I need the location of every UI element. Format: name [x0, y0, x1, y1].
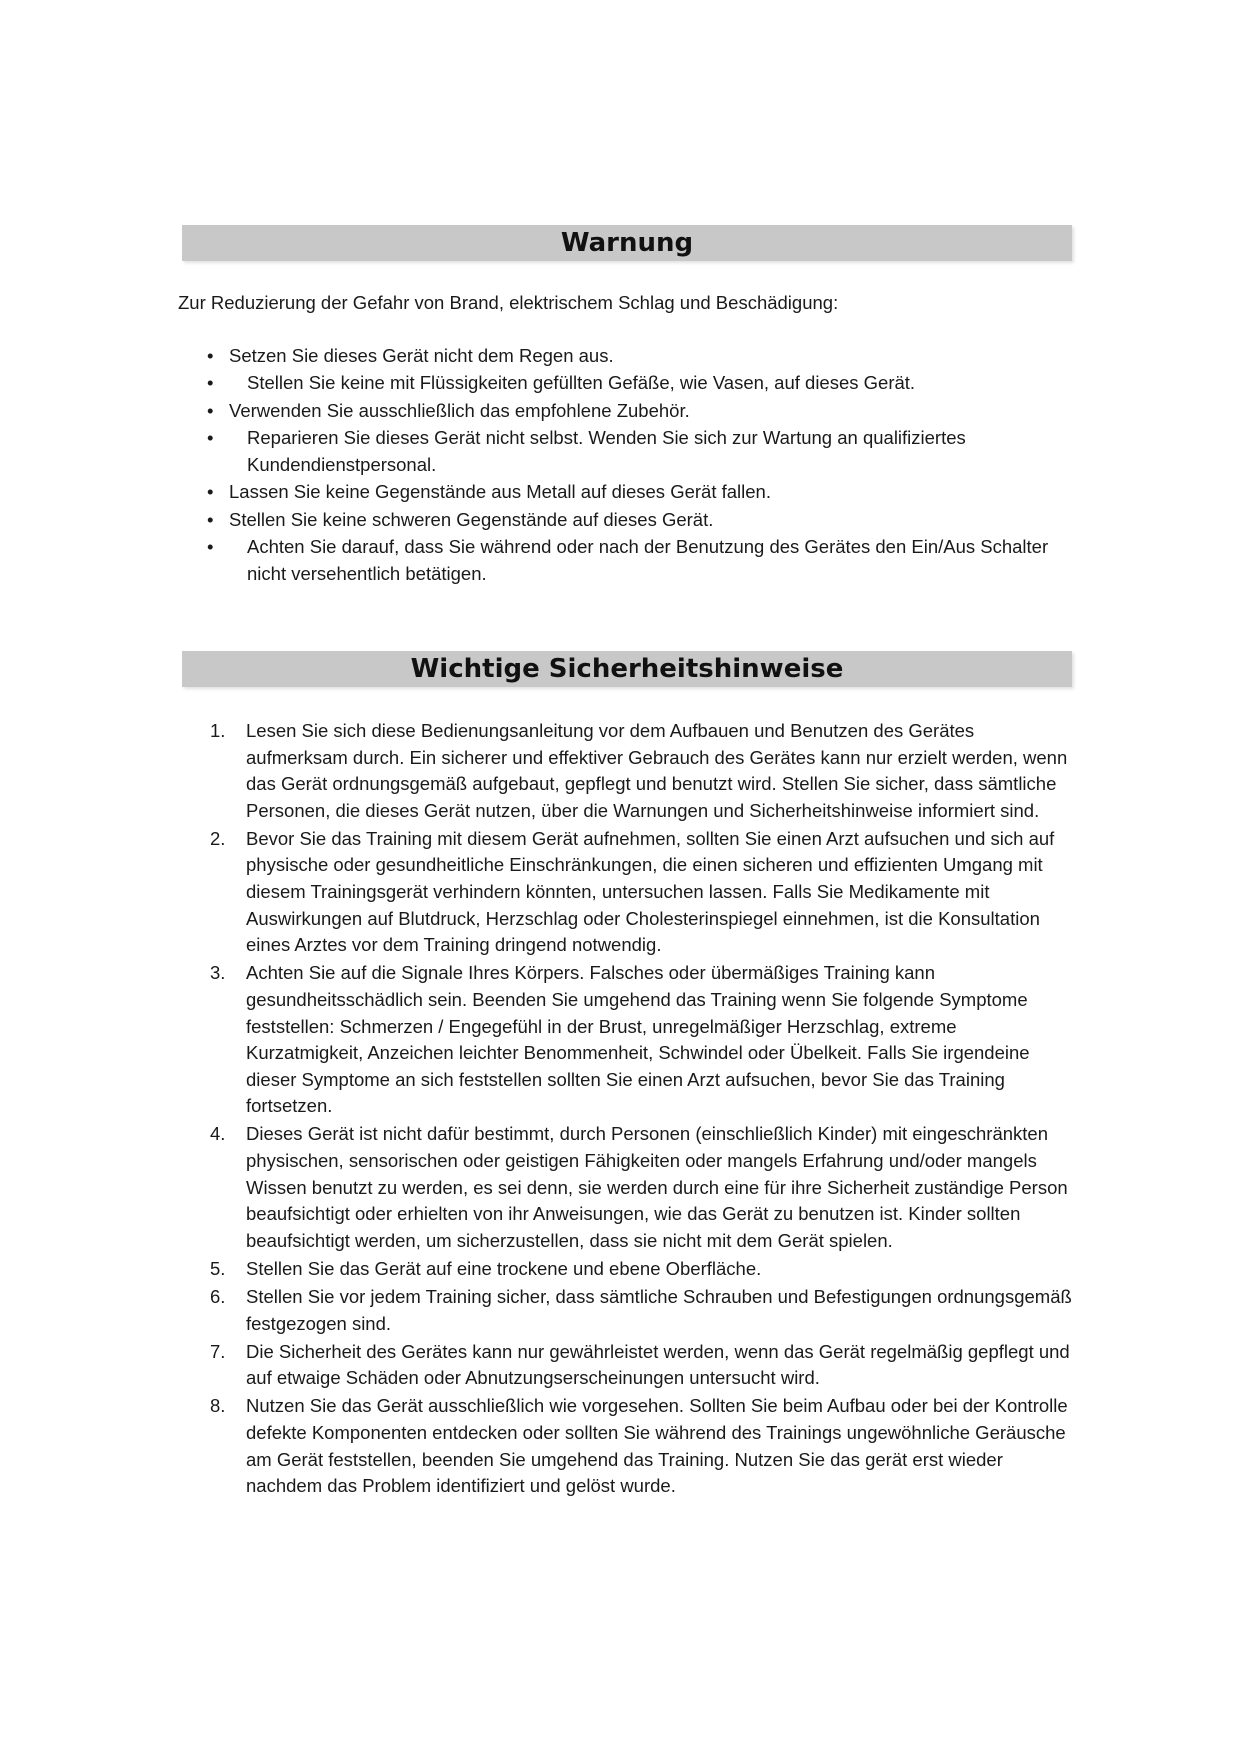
safety-item	[205, 1339, 1075, 1392]
safety-item	[205, 1393, 1075, 1499]
bullet-icon: •	[207, 345, 214, 366]
warning-item	[205, 506, 1065, 533]
warning-item-text: Setzen Sie dieses Gerät nicht dem Regen aus.	[229, 345, 614, 366]
safety-item-text: Achten Sie auf die Signale Ihres Körpers. Falsches oder übermäßiges Training kann gesundheitsschädlich sein. Beenden Sie umgehend das Training wenn Sie folgende Symptome feststellen: Schmerzen / Engegefühl in der Brust, unregelmäßiger Herzschlag, extreme Kurzatmigkeit, Anzeichen leichter Benommenheit, Schwindel oder Übelkeit. Falls Sie irgendeine dieser Symptome an sich feststellen sollten Sie einen Arzt aufsuchen, bevor Sie das Training fortsetzen.	[246, 962, 1030, 1117]
bullet-icon: •	[207, 399, 214, 421]
warning-item-text: Verwenden Sie ausschließlich das empfohlene Zubehör.	[229, 399, 690, 421]
safety-item-text: Die Sicherheit des Gerätes kann nur gewährleistet werden, wenn das Gerät regelmäßig gepflegt und auf etwaige Schäden oder Abnutzungserscheinungen untersucht wird.	[246, 1340, 1070, 1389]
warning-item	[205, 478, 1065, 505]
warning-item-text: Reparieren Sie dieses Gerät nicht selbst. Wenden Sie sich zur Wartung an qualifiziertes Kundendienstpersonal.	[247, 426, 966, 476]
warning-item	[205, 424, 1065, 479]
safety-item-text: Lesen Sie sich diese Bedienungsanleitung vor dem Aufbauen und Benutzen des Gerätes aufmerksam durch. Ein sicherer und effektiver Gebrauch des Gerätes kann nur erzielt werden, wenn das Gerät ordnungsgemäß aufgebaut, gepflegt und benutzt wird. Stellen Sie sicher, dass sämtliche Personen, die dieses Gerät nutzen, über die Warnungen und Sicherheitshinweise informiert sind.	[246, 720, 1068, 821]
bullet-icon: •	[207, 426, 214, 448]
safety-list	[205, 718, 1075, 1501]
warning-item	[205, 397, 1065, 424]
warning-list	[205, 342, 1065, 588]
warning-item-text: Stellen Sie keine schweren Gegenstände auf dieses Gerät.	[229, 508, 714, 530]
warning-heading-bar	[182, 225, 1072, 261]
warning-item-text: Stellen Sie keine mit Flüssigkeiten gefüllten Gefäße, wie Vasen, auf dieses Gerät.	[247, 372, 916, 394]
safety-item-text: Bevor Sie das Training mit diesem Gerät aufnehmen, sollten Sie einen Arzt aufsuchen und sich auf physische oder gesundheitliche Einschränkungen, die einen sicheren und effizienten Umgang mit diesem Trainingsgerät verhindern könnten, untersuchen lassen. Falls Sie Medikamente mit Auswirkungen auf Blutdruck, Herzschlag oder Cholesterinspiegel einnehmen, ist die Konsultation eines Arztes vor dem Training dringend notwendig.	[246, 827, 1055, 956]
safety-item-text: Nutzen Sie das Gerät ausschließlich wie vorgesehen. Sollten Sie beim Aufbau oder bei der Kontrolle defekte Komponenten entdecken oder sollten Sie während des Trainings ungewöhnliche Geräusche am Gerät feststellen, beenden Sie umgehend das Training. Nutzen Sie das gerät erst wieder nachdem das Problem identifiziert und gelöst wurde.	[246, 1395, 1068, 1497]
safety-item-number: 5.	[210, 1257, 226, 1279]
warning-item	[205, 533, 1065, 588]
warning-intro: Zur Reduzierung der Gefahr von Brand, elektrischem Schlag und Beschädigung:	[178, 292, 839, 313]
warning-heading: Warnung	[560, 228, 694, 258]
safety-heading: Wichtige Sicherheitshinweise	[410, 654, 844, 684]
safety-item	[205, 826, 1075, 959]
safety-heading-bar	[182, 651, 1072, 687]
safety-item	[205, 1121, 1075, 1254]
bullet-icon: •	[207, 536, 214, 558]
safety-item-number: 1.	[210, 720, 226, 741]
safety-item-text: Stellen Sie vor jedem Training sicher, dass sämtliche Schrauben und Befestigungen ordnungsgemäß festgezogen sind.	[246, 1285, 1072, 1334]
safety-item-number: 6.	[210, 1285, 226, 1307]
safety-item-text: Dieses Gerät ist nicht dafür bestimmt, durch Personen (einschließlich Kinder) mit eingeschränkten physischen, sensorischen oder geistigen Fähigkeiten oder mangels Erfahrung und/oder mangels Wissen benutzt zu werden, es sei denn, sie werden durch eine für ihre Sicherheit zuständige Person beaufsichtigt oder erhielten von ihr Anweisungen, wie das Gerät zu benutzen ist. Kinder sollten beaufsichtigt werden, um sicherzustellen, dass sie nicht mit dem Gerät spielen.	[246, 1123, 1068, 1251]
safety-item	[205, 1256, 1075, 1283]
safety-item-number: 7.	[210, 1340, 226, 1362]
safety-item-text: Stellen Sie das Gerät auf eine trockene und ebene Oberfläche.	[246, 1257, 762, 1279]
bullet-icon: •	[207, 372, 214, 394]
warning-item	[205, 369, 1065, 396]
safety-item-number: 3.	[210, 962, 226, 984]
bullet-icon: •	[207, 508, 214, 530]
safety-item-number: 8.	[210, 1395, 226, 1417]
bullet-icon: •	[207, 481, 214, 503]
warning-item	[205, 342, 1065, 369]
safety-item-number: 2.	[210, 827, 226, 849]
warning-item-text: Lassen Sie keine Gegenstände aus Metall auf dieses Gerät fallen.	[229, 481, 771, 503]
safety-item	[205, 1284, 1075, 1337]
safety-item	[205, 960, 1075, 1120]
safety-item-number: 4.	[210, 1123, 226, 1145]
safety-item	[205, 718, 1075, 824]
warning-item-text: Achten Sie darauf, dass Sie während oder nach der Benutzung des Gerätes den Ein/Aus Schalter nicht versehentlich betätigen.	[247, 536, 1049, 585]
